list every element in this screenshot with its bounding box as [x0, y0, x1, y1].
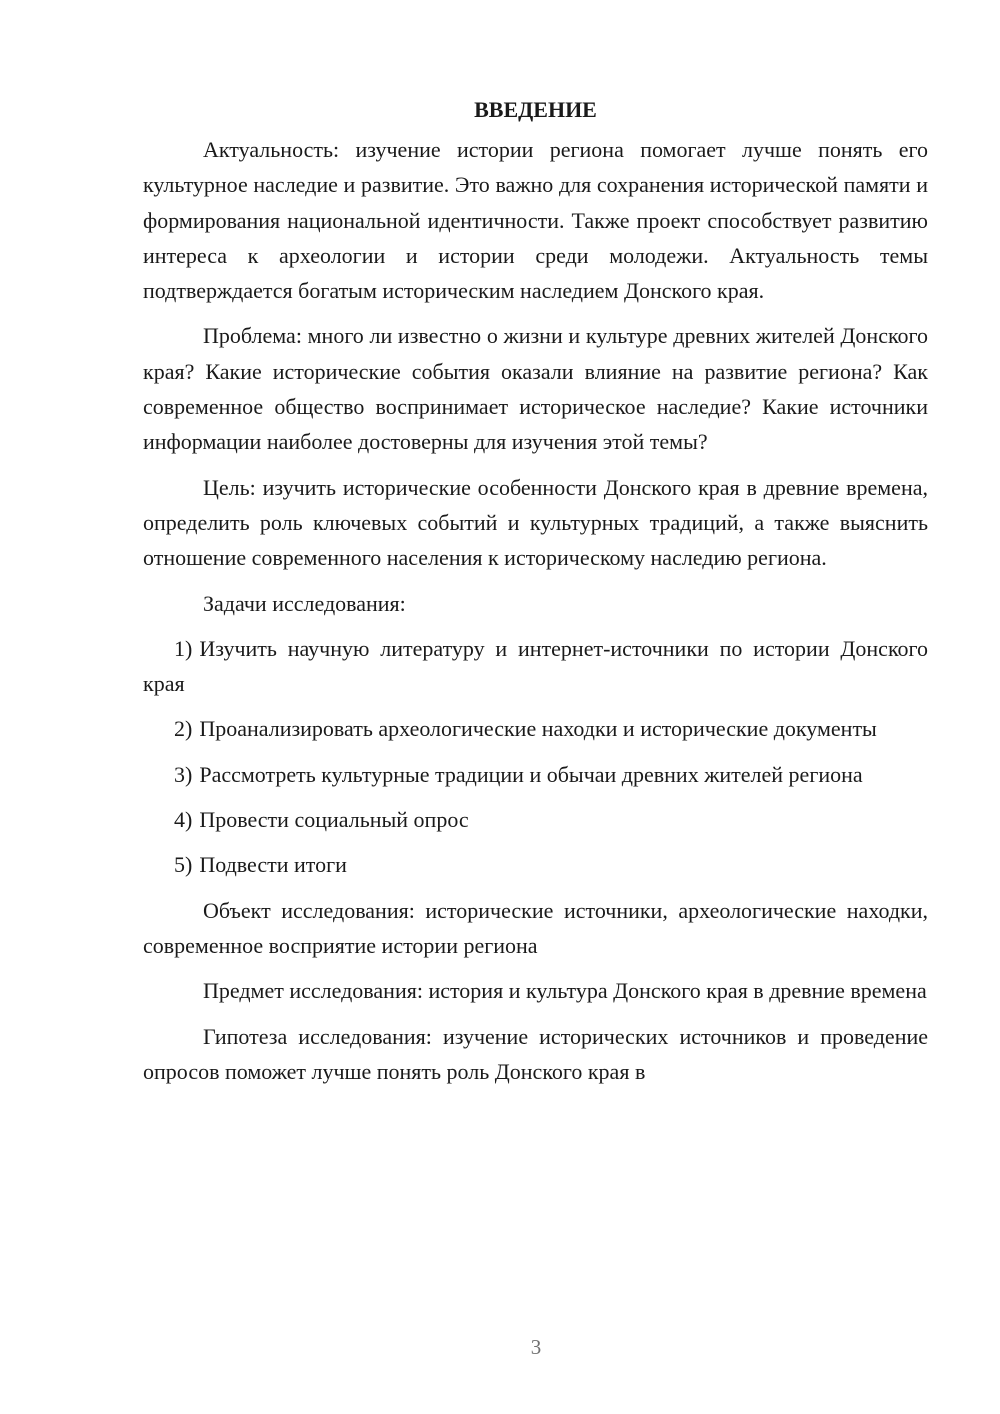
paragraph-subject: Предмет исследования: история и культура Донского края в древние времена: [203, 978, 927, 1004]
task-number: 1): [174, 635, 193, 661]
paragraph-problem: Проблема: много ли известно о жизни и культуре древних жителей Донского края? Какие исторические события оказали влияние на развитие региона? Как современное общество воспринимает историческое наследие? Какие источники информации наиболее достоверны для изучения этой темы?: [143, 323, 928, 455]
task-item-3: [143, 757, 928, 792]
paragraph-object: Объект исследования: исторические источники, археологические находки, современное восприятие истории региона: [143, 897, 928, 958]
paragraph-hypothesis: Гипотеза исследования: изучение исторических источников и проведение опросов поможет лучше понять роль Донского края в: [143, 1023, 928, 1084]
paragraph-relevance: Актуальность: изучение истории региона помогает лучше понять его культурное наследие и развитие. Это важно для сохранения исторической памяти и формирования национальной идентичности. Также проект способствует развитию интереса к археологии и истории среди молодежи. Актуальность темы подтверждается богатым историческим наследием Донского края.: [143, 137, 928, 304]
task-item-2: [143, 711, 928, 746]
task-item-1: [143, 631, 928, 702]
task-number: 5): [174, 852, 193, 878]
task-text: Проанализировать археологические находки и исторические документы: [199, 716, 877, 742]
task-text: Подвести итоги: [199, 852, 347, 878]
tasks-heading: Задачи исследования:: [203, 590, 406, 616]
document-title: ВВЕДЕНИЕ: [474, 97, 597, 122]
task-item-4: [143, 802, 928, 837]
task-number: 4): [174, 807, 193, 833]
task-text: Изучить научную литературу и интернет-источники по истории Донского края: [143, 635, 928, 697]
task-number: 2): [174, 716, 193, 742]
task-text: Рассмотреть культурные традиции и обычаи древних жителей региона: [199, 761, 863, 787]
task-text: Провести социальный опрос: [199, 807, 469, 833]
page-number: 3: [530, 1335, 542, 1359]
task-number: 3): [174, 761, 193, 787]
paragraph-goal: Цель: изучить исторические особенности Донского края в древние времена, определить роль ключевых событий и культурных традиций, а также выяснить отношение современного населения к историческому наследию региона.: [143, 474, 928, 571]
document-page: [143, 92, 928, 1089]
task-item-5: [143, 847, 928, 882]
